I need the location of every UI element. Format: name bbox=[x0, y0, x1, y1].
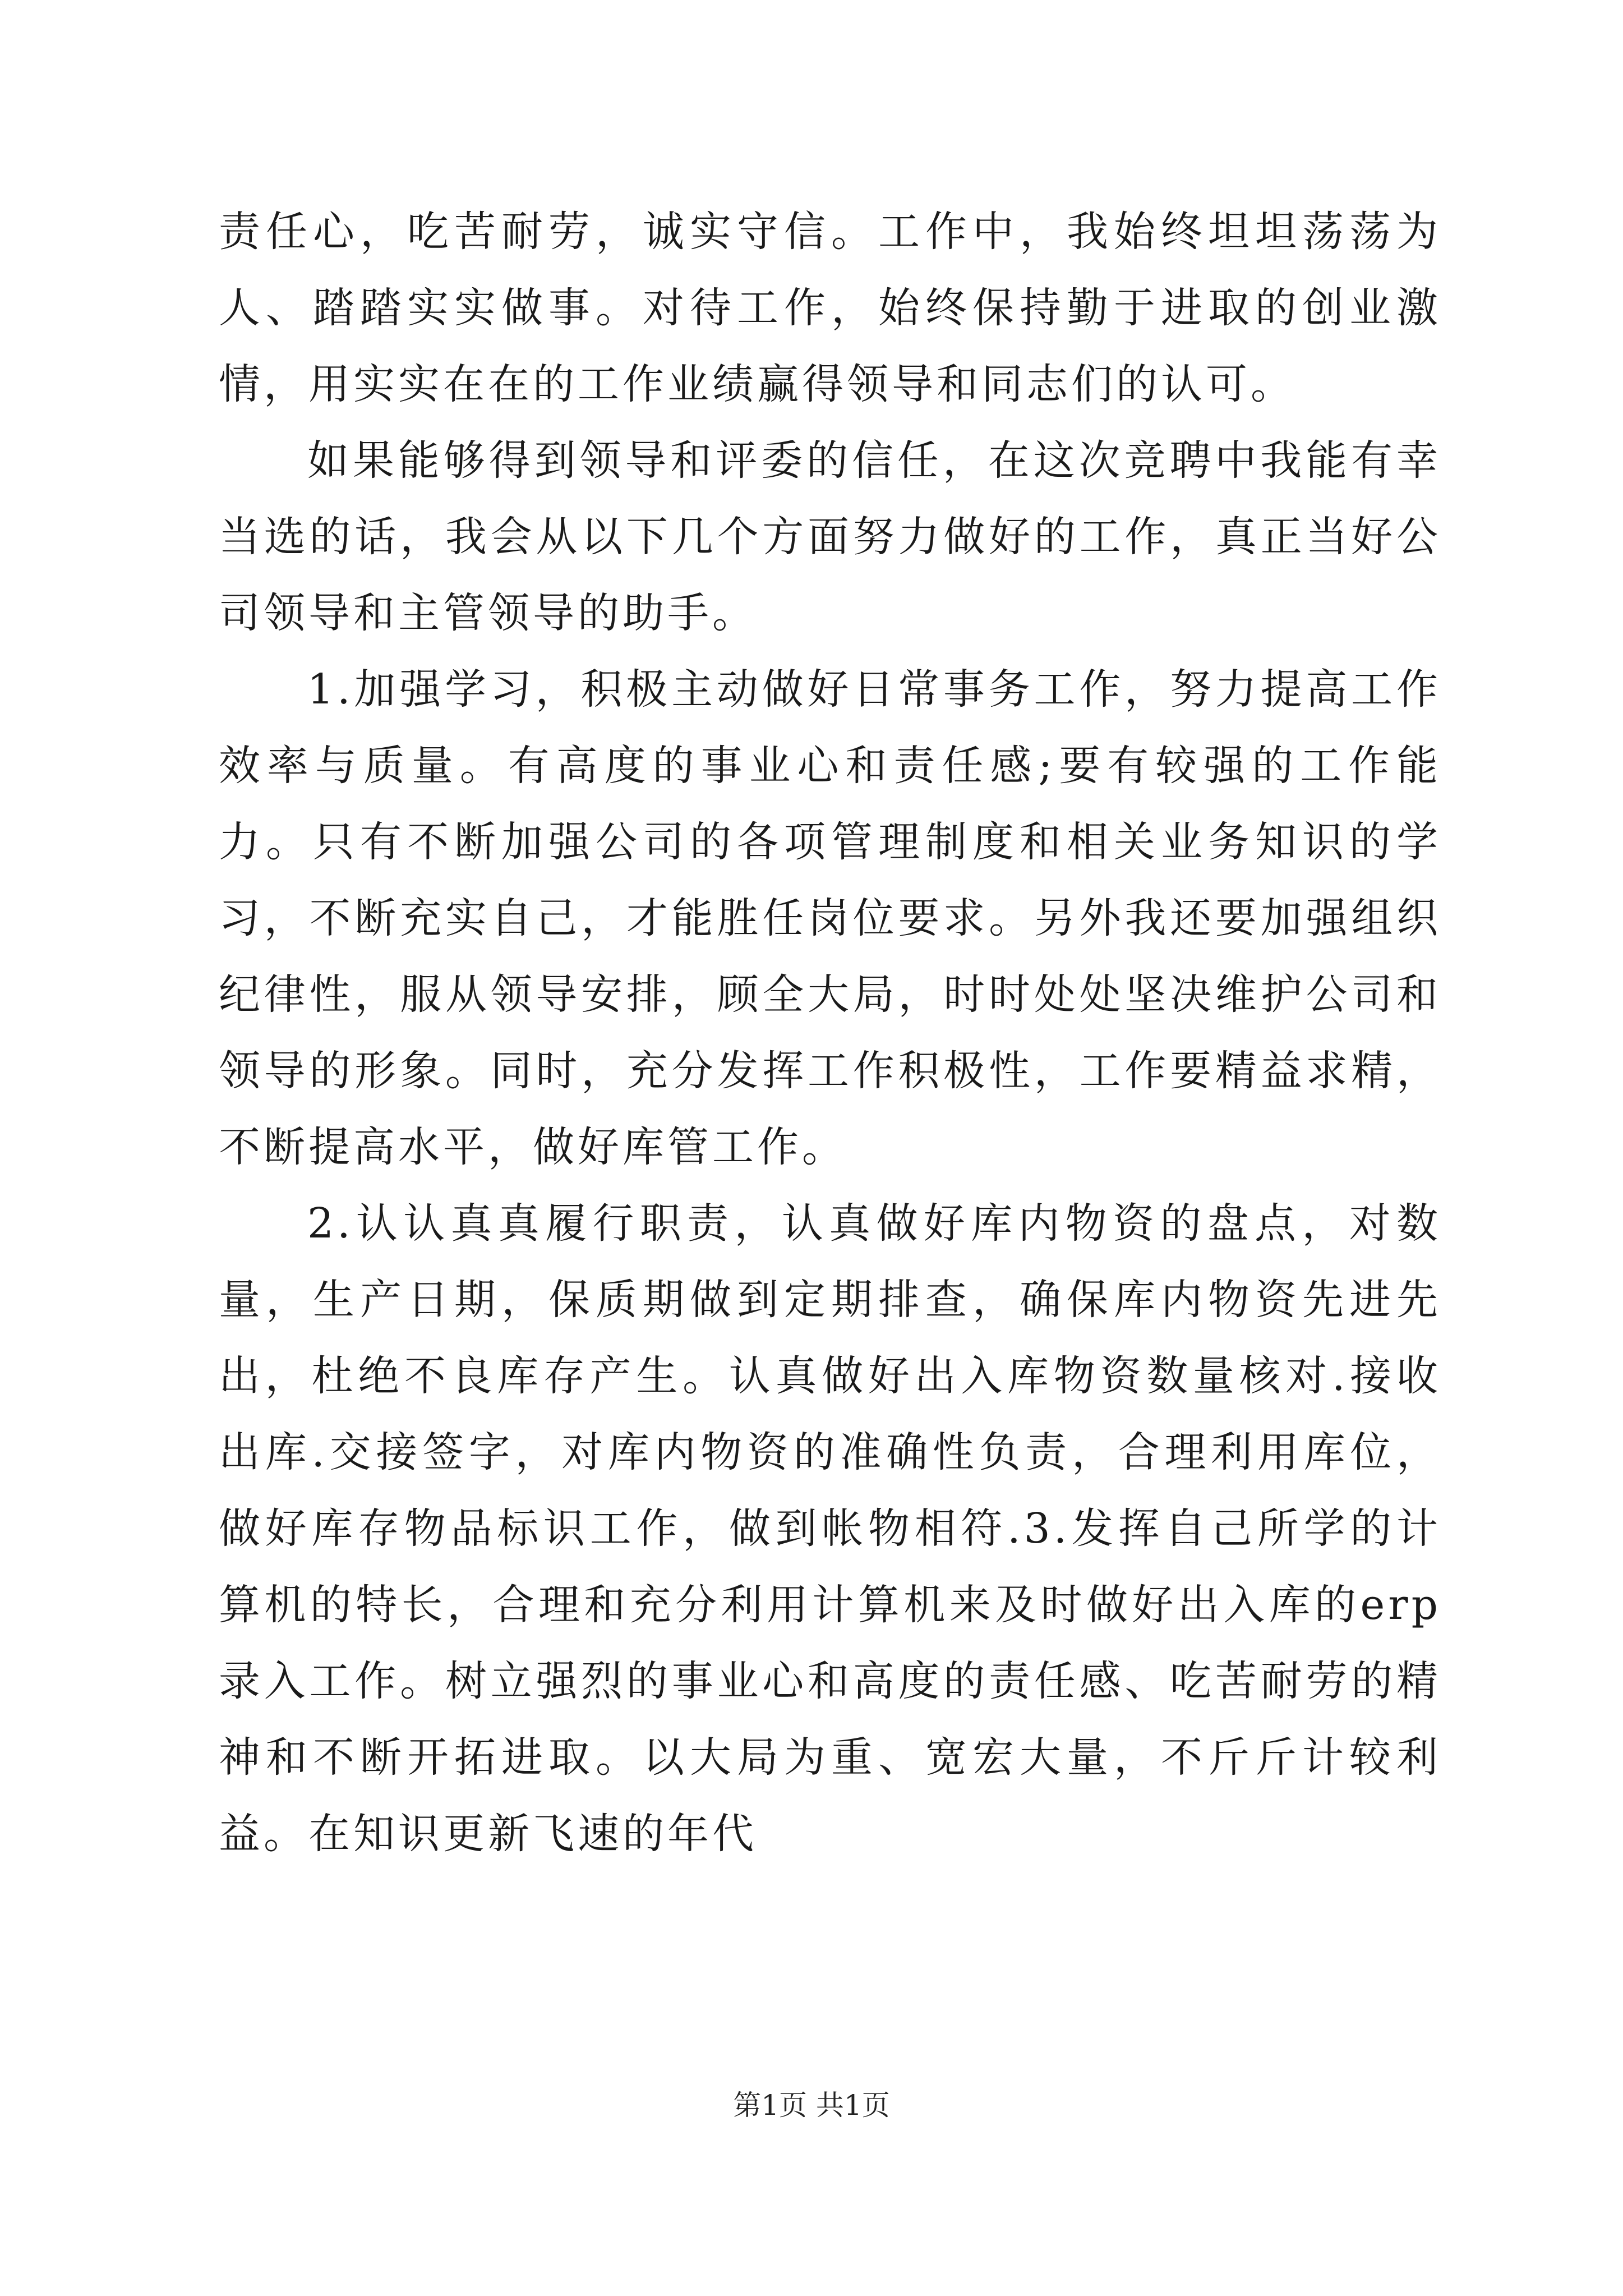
paragraph-1: 责任心，吃苦耐劳，诚实守信。工作中，我始终坦坦荡荡为人、踏踏实实做事。对待工作，始终保持勤于进取的创业激情，用实实在在的工作业绩赢得领导和同志们的认可。 bbox=[219, 208, 1441, 408]
document-body bbox=[219, 194, 1441, 1872]
page-footer: 第1页 共1页 bbox=[733, 2089, 890, 2122]
paragraph-4: 2.认认真真履行职责，认真做好库内物资的盘点，对数量，生产日期，保质期做到定期排查，确保库内物资先进先出，杜绝不良库存产生。认真做好出入库物资数量核对.接收出库.交接签字，对库内物资的准确性负责，合理利用库位，做好库存物品标识工作，做到帐物相符.3.发挥自己所学的计算机的特长，合理和充分利用计算机来及时做好出入库的erp录入工作。树立强烈的事业心和高度的责任感、吃苦耐劳的精神和不断开拓进取。以大局为重、宽宏大量，不斤斤计较利益。在知识更新飞速的年代 bbox=[219, 1199, 1441, 1858]
paragraph-3: 1.加强学习，积极主动做好日常事务工作，努力提高工作效率与质量。有高度的事业心和责任感;要有较强的工作能力。只有不断加强公司的各项管理制度和相关业务知识的学习，不断充实自己，才能胜任岗位要求。另外我还要加强组织纪律性，服从领导安排，顾全大局，时时处处坚决维护公司和领导的形象。同时，充分发挥工作积极性，工作要精益求精，不断提高水平，做好库管工作。 bbox=[219, 665, 1441, 1171]
paragraph-2: 如果能够得到领导和评委的信任，在这次竞聘中我能有幸当选的话，我会从以下几个方面努力做好的工作，真正当好公司领导和主管领导的助手。 bbox=[219, 436, 1441, 637]
